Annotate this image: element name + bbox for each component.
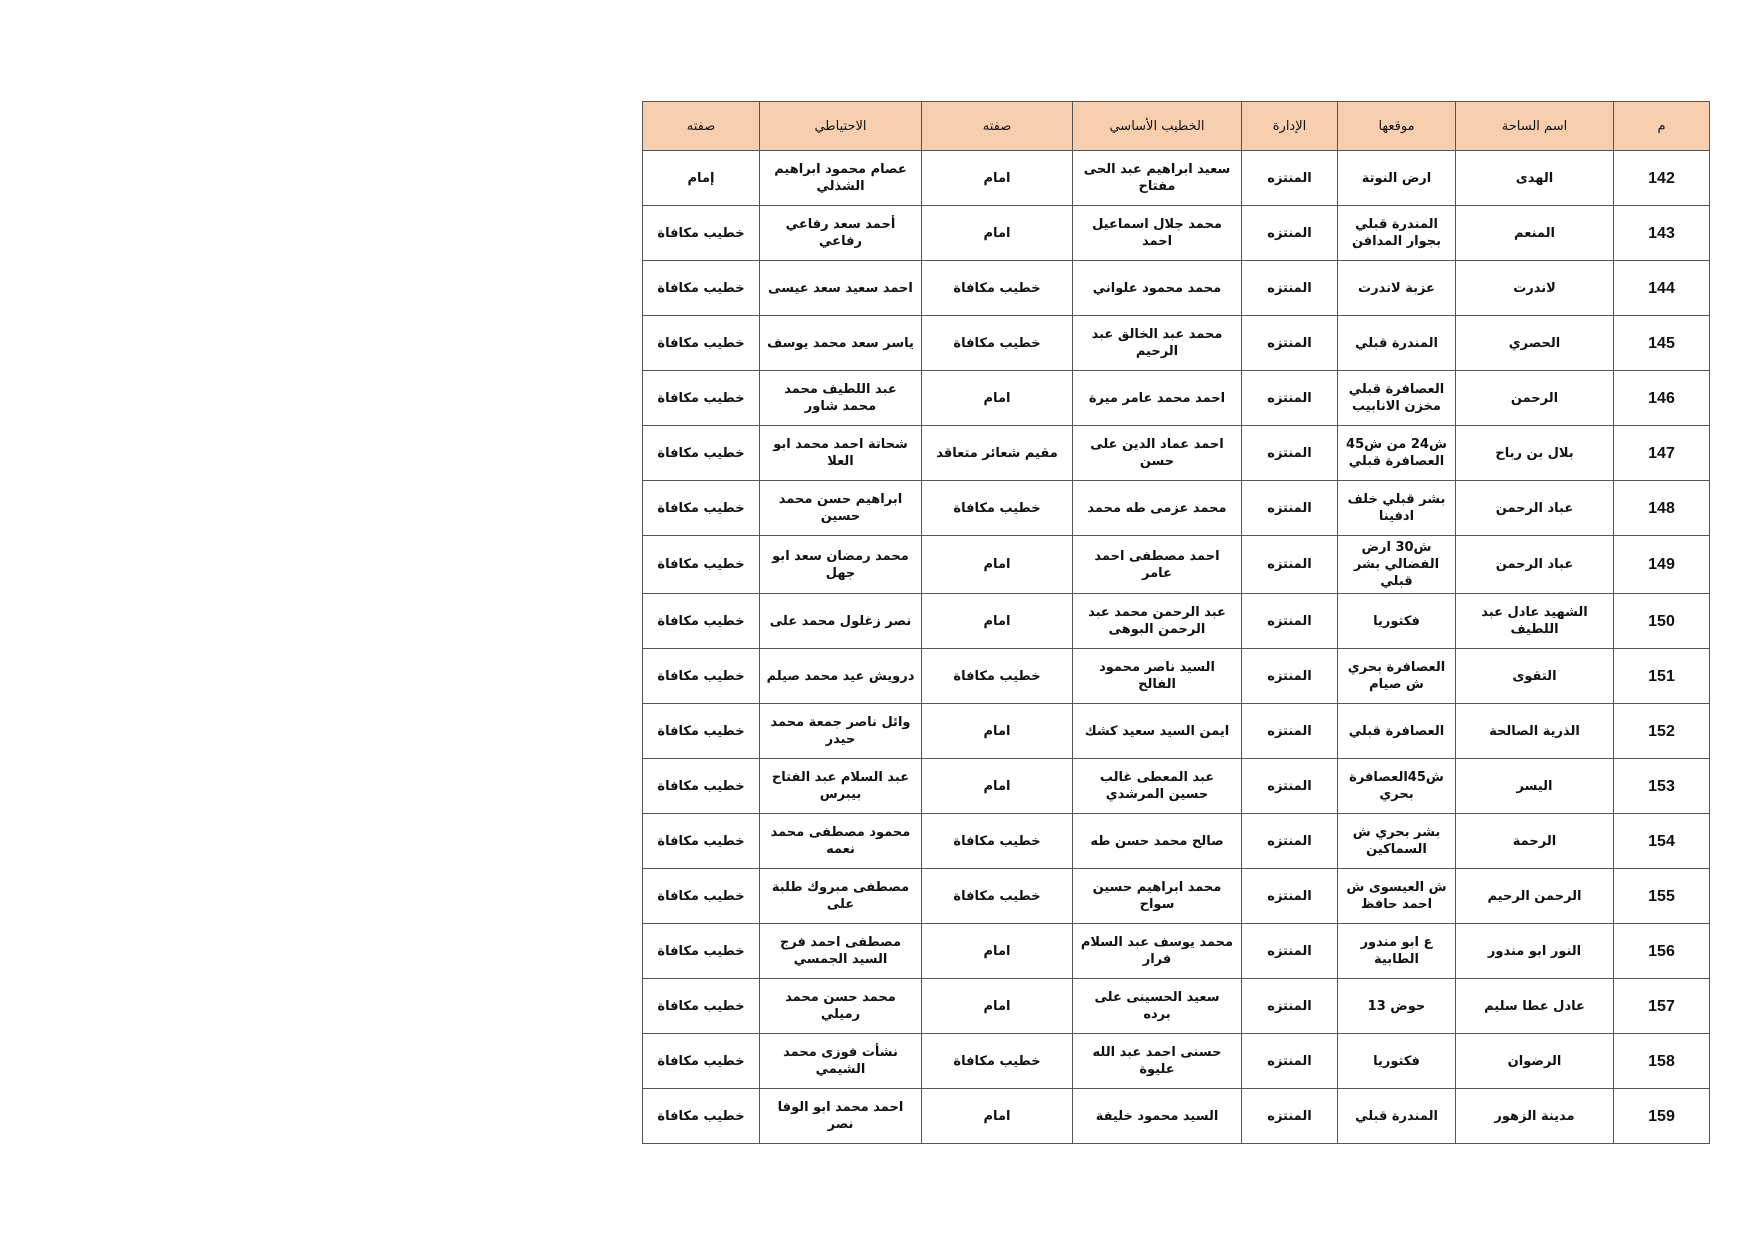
cell-square-name: الرحمة xyxy=(1456,814,1614,869)
cell-reserve-preacher: شحاتة احمد محمد ابو العلا xyxy=(760,426,922,481)
cell-location: ع ابو مندور الطابية xyxy=(1338,924,1456,979)
table-row xyxy=(643,869,1710,924)
cell-administration: المنتزه xyxy=(1242,1089,1338,1144)
cell-administration: المنتزه xyxy=(1242,814,1338,869)
cell-main-preacher: السيد محمود خليفة xyxy=(1073,1089,1242,1144)
cell-location: ش العيسوى ش احمد حافظ xyxy=(1338,869,1456,924)
cell-main-preacher: حسنى احمد عبد الله عليوة xyxy=(1073,1034,1242,1089)
cell-reserve-preacher: نشأت فوزى محمد الشيمي xyxy=(760,1034,922,1089)
cell-row-number: 146 xyxy=(1614,371,1710,426)
cell-main-preacher: احمد مصطفى احمد عامر xyxy=(1073,536,1242,594)
cell-reserve-role: خطيب مكافاة xyxy=(643,594,760,649)
cell-location: فكتوريا xyxy=(1338,594,1456,649)
cell-reserve-role: خطيب مكافاة xyxy=(643,426,760,481)
table-row xyxy=(643,704,1710,759)
cell-administration: المنتزه xyxy=(1242,261,1338,316)
cell-main-role: امام xyxy=(922,704,1073,759)
cell-reserve-preacher: احمد سعيد سعد عيسى xyxy=(760,261,922,316)
cell-reserve-role: خطيب مكافاة xyxy=(643,649,760,704)
cell-main-role: خطيب مكافاة xyxy=(922,261,1073,316)
table-row xyxy=(643,649,1710,704)
cell-main-role: خطيب مكافاة xyxy=(922,649,1073,704)
cell-location: العصافرة بحري ش صيام xyxy=(1338,649,1456,704)
cell-administration: المنتزه xyxy=(1242,704,1338,759)
cell-location: عزبة لاندرت xyxy=(1338,261,1456,316)
cell-administration: المنتزه xyxy=(1242,594,1338,649)
cell-main-preacher: محمد يوسف عبد السلام فرار xyxy=(1073,924,1242,979)
cell-reserve-preacher: محمد حسن محمد رميلي xyxy=(760,979,922,1034)
cell-main-role: امام xyxy=(922,206,1073,261)
column-header-main-preacher: الخطيب الأساسي xyxy=(1073,102,1242,151)
cell-main-preacher: سعيد ابراهيم عبد الحى مفتاح xyxy=(1073,151,1242,206)
table-row xyxy=(643,151,1710,206)
cell-location: العصافرة قبلي xyxy=(1338,704,1456,759)
cell-reserve-role: خطيب مكافاة xyxy=(643,481,760,536)
cell-square-name: المنعم xyxy=(1456,206,1614,261)
cell-row-number: 143 xyxy=(1614,206,1710,261)
table-row xyxy=(643,426,1710,481)
cell-square-name: التقوى xyxy=(1456,649,1614,704)
table-row xyxy=(643,759,1710,814)
cell-reserve-preacher: مصطفى احمد فرج السيد الجمسي xyxy=(760,924,922,979)
cell-reserve-preacher: محمود مصطفى محمد نعمه xyxy=(760,814,922,869)
cell-main-preacher: عبد الرحمن محمد عبد الرحمن البوهى xyxy=(1073,594,1242,649)
cell-administration: المنتزه xyxy=(1242,206,1338,261)
cell-reserve-role: خطيب مكافاة xyxy=(643,371,760,426)
cell-administration: المنتزه xyxy=(1242,1034,1338,1089)
cell-location: المندرة قبلي xyxy=(1338,1089,1456,1144)
table-row xyxy=(643,924,1710,979)
cell-row-number: 154 xyxy=(1614,814,1710,869)
cell-reserve-role: خطيب مكافاة xyxy=(643,316,760,371)
cell-row-number: 159 xyxy=(1614,1089,1710,1144)
cell-administration: المنتزه xyxy=(1242,371,1338,426)
cell-reserve-role: خطيب مكافاة xyxy=(643,924,760,979)
column-header-location: موقعها xyxy=(1338,102,1456,151)
cell-location: حوض 13 xyxy=(1338,979,1456,1034)
cell-row-number: 144 xyxy=(1614,261,1710,316)
cell-reserve-role: خطيب مكافاة xyxy=(643,1034,760,1089)
cell-administration: المنتزه xyxy=(1242,979,1338,1034)
cell-row-number: 158 xyxy=(1614,1034,1710,1089)
cell-square-name: لاندرت xyxy=(1456,261,1614,316)
cell-location: فكتوريا xyxy=(1338,1034,1456,1089)
cell-square-name: الرحمن الرحيم xyxy=(1456,869,1614,924)
cell-reserve-preacher: ابراهيم حسن محمد حسين xyxy=(760,481,922,536)
cell-administration: المنتزه xyxy=(1242,481,1338,536)
cell-row-number: 157 xyxy=(1614,979,1710,1034)
cell-main-role: امام xyxy=(922,151,1073,206)
cell-main-role: امام xyxy=(922,979,1073,1034)
cell-main-role: امام xyxy=(922,536,1073,594)
cell-main-role: خطيب مكافاة xyxy=(922,869,1073,924)
cell-row-number: 145 xyxy=(1614,316,1710,371)
cell-row-number: 155 xyxy=(1614,869,1710,924)
cell-main-role: خطيب مكافاة xyxy=(922,316,1073,371)
column-header-administration: الإدارة xyxy=(1242,102,1338,151)
cell-row-number: 153 xyxy=(1614,759,1710,814)
cell-square-name: الرحمن xyxy=(1456,371,1614,426)
cell-main-preacher: سعيد الحسينى على برده xyxy=(1073,979,1242,1034)
table-row xyxy=(643,536,1710,594)
cell-location: بشر قبلي خلف ادفينا xyxy=(1338,481,1456,536)
cell-square-name: النور ابو مندور xyxy=(1456,924,1614,979)
cell-row-number: 152 xyxy=(1614,704,1710,759)
cell-square-name: الشهيد عادل عبد اللطيف xyxy=(1456,594,1614,649)
cell-administration: المنتزه xyxy=(1242,426,1338,481)
cell-location: العصافرة قبلي مخزن الانابيب xyxy=(1338,371,1456,426)
cell-main-role: خطيب مكافاة xyxy=(922,814,1073,869)
cell-administration: المنتزه xyxy=(1242,151,1338,206)
cell-main-role: خطيب مكافاة xyxy=(922,1034,1073,1089)
column-header-number: م xyxy=(1614,102,1710,151)
cell-reserve-role: خطيب مكافاة xyxy=(643,979,760,1034)
cell-location: ش45العصافرة بحري xyxy=(1338,759,1456,814)
cell-reserve-preacher: أحمد سعد رفاعي رفاعي xyxy=(760,206,922,261)
cell-square-name: الحصري xyxy=(1456,316,1614,371)
cell-square-name: عادل عطا سليم xyxy=(1456,979,1614,1034)
cell-reserve-preacher: درويش عيد محمد صيلم xyxy=(760,649,922,704)
cell-square-name: مدينة الزهور xyxy=(1456,1089,1614,1144)
cell-main-role: امام xyxy=(922,924,1073,979)
cell-square-name: عباد الرحمن xyxy=(1456,481,1614,536)
cell-main-preacher: ايمن السيد سعيد كشك xyxy=(1073,704,1242,759)
cell-main-preacher: محمد ابراهيم حسين سواح xyxy=(1073,869,1242,924)
cell-reserve-preacher: ياسر سعد محمد يوسف xyxy=(760,316,922,371)
table-row xyxy=(643,1034,1710,1089)
cell-reserve-preacher: نصر زغلول محمد على xyxy=(760,594,922,649)
cell-reserve-preacher: عبد السلام عبد الفتاح بيبرس xyxy=(760,759,922,814)
cell-administration: المنتزه xyxy=(1242,759,1338,814)
cell-reserve-role: خطيب مكافاة xyxy=(643,869,760,924)
cell-reserve-role: خطيب مكافاة xyxy=(643,759,760,814)
table-row xyxy=(643,979,1710,1034)
cell-reserve-preacher: احمد محمد ابو الوفا نصر xyxy=(760,1089,922,1144)
cell-reserve-preacher: محمد رمضان سعد ابو جهل xyxy=(760,536,922,594)
cell-main-preacher: محمد جلال اسماعيل احمد xyxy=(1073,206,1242,261)
cell-administration: المنتزه xyxy=(1242,869,1338,924)
cell-reserve-preacher: عصام محمود ابراهيم الشذلي xyxy=(760,151,922,206)
cell-location: المندرة قبلي xyxy=(1338,316,1456,371)
cell-reserve-preacher: وائل ناصر جمعة محمد حيدر xyxy=(760,704,922,759)
cell-main-preacher: احمد عماد الدين على حسن xyxy=(1073,426,1242,481)
cell-reserve-role: خطيب مكافاة xyxy=(643,1089,760,1144)
cell-reserve-role: خطيب مكافاة xyxy=(643,536,760,594)
table-row xyxy=(643,261,1710,316)
cell-administration: المنتزه xyxy=(1242,316,1338,371)
cell-main-preacher: صالح محمد حسن طه xyxy=(1073,814,1242,869)
cell-main-preacher: عبد المعطى غالب حسين المرشدي xyxy=(1073,759,1242,814)
cell-main-preacher: محمد عبد الخالق عبد الرحيم xyxy=(1073,316,1242,371)
table-body xyxy=(643,151,1710,1144)
cell-location: ارض النوتة xyxy=(1338,151,1456,206)
cell-administration: المنتزه xyxy=(1242,924,1338,979)
cell-square-name: الذرية الصالحة xyxy=(1456,704,1614,759)
cell-main-role: امام xyxy=(922,594,1073,649)
cell-square-name: بلال بن رباح xyxy=(1456,426,1614,481)
cell-main-role: مقيم شعائر متعاقد xyxy=(922,426,1073,481)
cell-reserve-role: إمام xyxy=(643,151,760,206)
cell-main-role: امام xyxy=(922,371,1073,426)
cell-main-preacher: احمد محمد عامر ميرة xyxy=(1073,371,1242,426)
cell-administration: المنتزه xyxy=(1242,536,1338,594)
header-row xyxy=(643,102,1710,151)
table-row xyxy=(643,594,1710,649)
cell-location: المندرة قبلي بجوار المدافن xyxy=(1338,206,1456,261)
cell-row-number: 156 xyxy=(1614,924,1710,979)
cell-reserve-preacher: عبد اللطيف محمد محمد شاور xyxy=(760,371,922,426)
column-header-reserve-role: صفته xyxy=(643,102,760,151)
cell-location: بشر بحري ش السماكين xyxy=(1338,814,1456,869)
cell-reserve-role: خطيب مكافاة xyxy=(643,261,760,316)
table-row xyxy=(643,814,1710,869)
table-row xyxy=(643,1089,1710,1144)
preachers-table xyxy=(642,101,1710,1144)
cell-square-name: الهدى xyxy=(1456,151,1614,206)
cell-reserve-role: خطيب مكافاة xyxy=(643,814,760,869)
cell-main-preacher: محمد عزمى طه محمد xyxy=(1073,481,1242,536)
cell-administration: المنتزه xyxy=(1242,649,1338,704)
cell-row-number: 151 xyxy=(1614,649,1710,704)
column-header-reserve-preacher: الاحتياطي xyxy=(760,102,922,151)
cell-reserve-role: خطيب مكافاة xyxy=(643,206,760,261)
table-row xyxy=(643,481,1710,536)
cell-main-preacher: السيد ناصر محمود الفالح xyxy=(1073,649,1242,704)
cell-square-name: عباد الرحمن xyxy=(1456,536,1614,594)
cell-main-role: خطيب مكافاة xyxy=(922,481,1073,536)
cell-row-number: 147 xyxy=(1614,426,1710,481)
cell-square-name: الرضوان xyxy=(1456,1034,1614,1089)
cell-reserve-preacher: مصطفى مبروك طلبة على xyxy=(760,869,922,924)
cell-reserve-role: خطيب مكافاة xyxy=(643,704,760,759)
cell-row-number: 150 xyxy=(1614,594,1710,649)
table-row xyxy=(643,206,1710,261)
cell-square-name: اليسر xyxy=(1456,759,1614,814)
cell-location: ش30 ارض الفضالي بشر قبلي xyxy=(1338,536,1456,594)
table-row xyxy=(643,316,1710,371)
cell-row-number: 149 xyxy=(1614,536,1710,594)
column-header-main-role: صفته xyxy=(922,102,1073,151)
cell-row-number: 142 xyxy=(1614,151,1710,206)
cell-main-preacher: محمد محمود علواني xyxy=(1073,261,1242,316)
cell-location: ش24 من ش45 العصافرة قبلي xyxy=(1338,426,1456,481)
cell-main-role: امام xyxy=(922,1089,1073,1144)
table-row xyxy=(643,371,1710,426)
column-header-square-name: اسم الساحة xyxy=(1456,102,1614,151)
cell-main-role: امام xyxy=(922,759,1073,814)
cell-row-number: 148 xyxy=(1614,481,1710,536)
